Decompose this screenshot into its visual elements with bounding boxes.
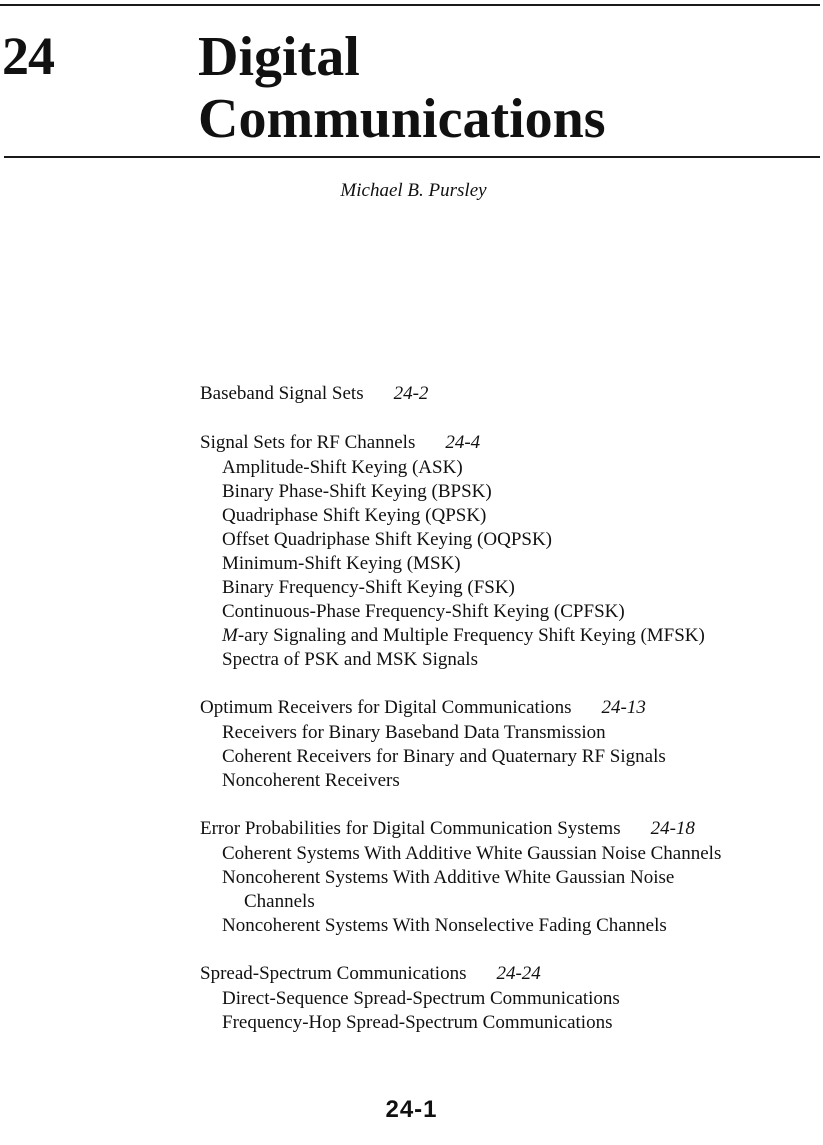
toc-section [200, 695, 820, 793]
toc-subsection: Spectra of PSK and MSK Signals [222, 649, 478, 670]
toc-subsection: Noncoherent Receivers [222, 770, 400, 791]
chapter-title-line-2: Communications [198, 88, 606, 150]
toc-subsection: Direct-Sequence Spread-Spectrum Communications [222, 988, 620, 1009]
toc-section-title: Error Probabilities for Digital Communication Systems [200, 818, 621, 839]
table-of-contents [200, 381, 820, 1058]
toc-section-page: 24-24 [496, 963, 541, 984]
toc-section-page: 24-2 [393, 383, 429, 404]
toc-section-page: 24-18 [650, 818, 695, 839]
toc-subsection: Amplitude-Shift Keying (ASK) [222, 457, 463, 478]
toc-subsection: Continuous-Phase Frequency-Shift Keying (CPFSK) [222, 601, 625, 622]
toc-section-page: 24-4 [445, 432, 481, 453]
toc-section-heading [200, 961, 820, 987]
toc-section [200, 430, 820, 672]
toc-section [200, 381, 820, 407]
toc-subsection: Noncoherent Systems With Nonselective Fading Channels [222, 915, 667, 936]
toc-section-heading [200, 430, 820, 456]
toc-section-heading [200, 381, 820, 407]
chapter-title-line-1: Digital [198, 26, 360, 88]
chapter-title [198, 26, 606, 150]
toc-section [200, 816, 820, 938]
top-rule [0, 4, 820, 6]
author-name: Michael B. Pursley [340, 180, 487, 201]
toc-subsection: Channels [244, 891, 315, 912]
toc-section-page: 24-13 [601, 697, 646, 718]
toc-section-title: Signal Sets for RF Channels [200, 432, 416, 453]
toc-subsection: Coherent Systems With Additive White Gaussian Noise Channels [222, 843, 722, 864]
toc-subsection-rest: -ary Signaling and Multiple Frequency Shift Keying (MFSK) [237, 625, 705, 646]
toc-section-title: Spread-Spectrum Communications [200, 963, 467, 984]
toc-section [200, 961, 820, 1035]
toc-section-heading [200, 695, 820, 721]
page-folio: 24-1 [385, 1096, 438, 1123]
toc-subsection: Minimum-Shift Keying (MSK) [222, 553, 461, 574]
chapter-number: 24 [2, 26, 54, 86]
toc-subsection: Coherent Receivers for Binary and Quaternary RF Signals [222, 746, 666, 767]
title-rule [4, 156, 820, 158]
toc-subsection: Offset Quadriphase Shift Keying (OQPSK) [222, 529, 552, 550]
toc-subsection: Binary Phase-Shift Keying (BPSK) [222, 481, 492, 502]
toc-subsection: Frequency-Hop Spread-Spectrum Communications [222, 1012, 613, 1033]
toc-section-title: Optimum Receivers for Digital Communications [200, 697, 572, 718]
toc-section-title: Baseband Signal Sets [200, 383, 364, 404]
toc-subsection: Quadriphase Shift Keying (QPSK) [222, 505, 487, 526]
toc-subsection: Binary Frequency-Shift Keying (FSK) [222, 577, 515, 598]
toc-subsection: Noncoherent Systems With Additive White Gaussian Noise [222, 867, 675, 888]
toc-section-heading [200, 816, 820, 842]
toc-subsection [200, 624, 820, 648]
toc-subsection-italic: M [222, 625, 238, 646]
toc-subsection: Receivers for Binary Baseband Data Transmission [222, 722, 606, 743]
